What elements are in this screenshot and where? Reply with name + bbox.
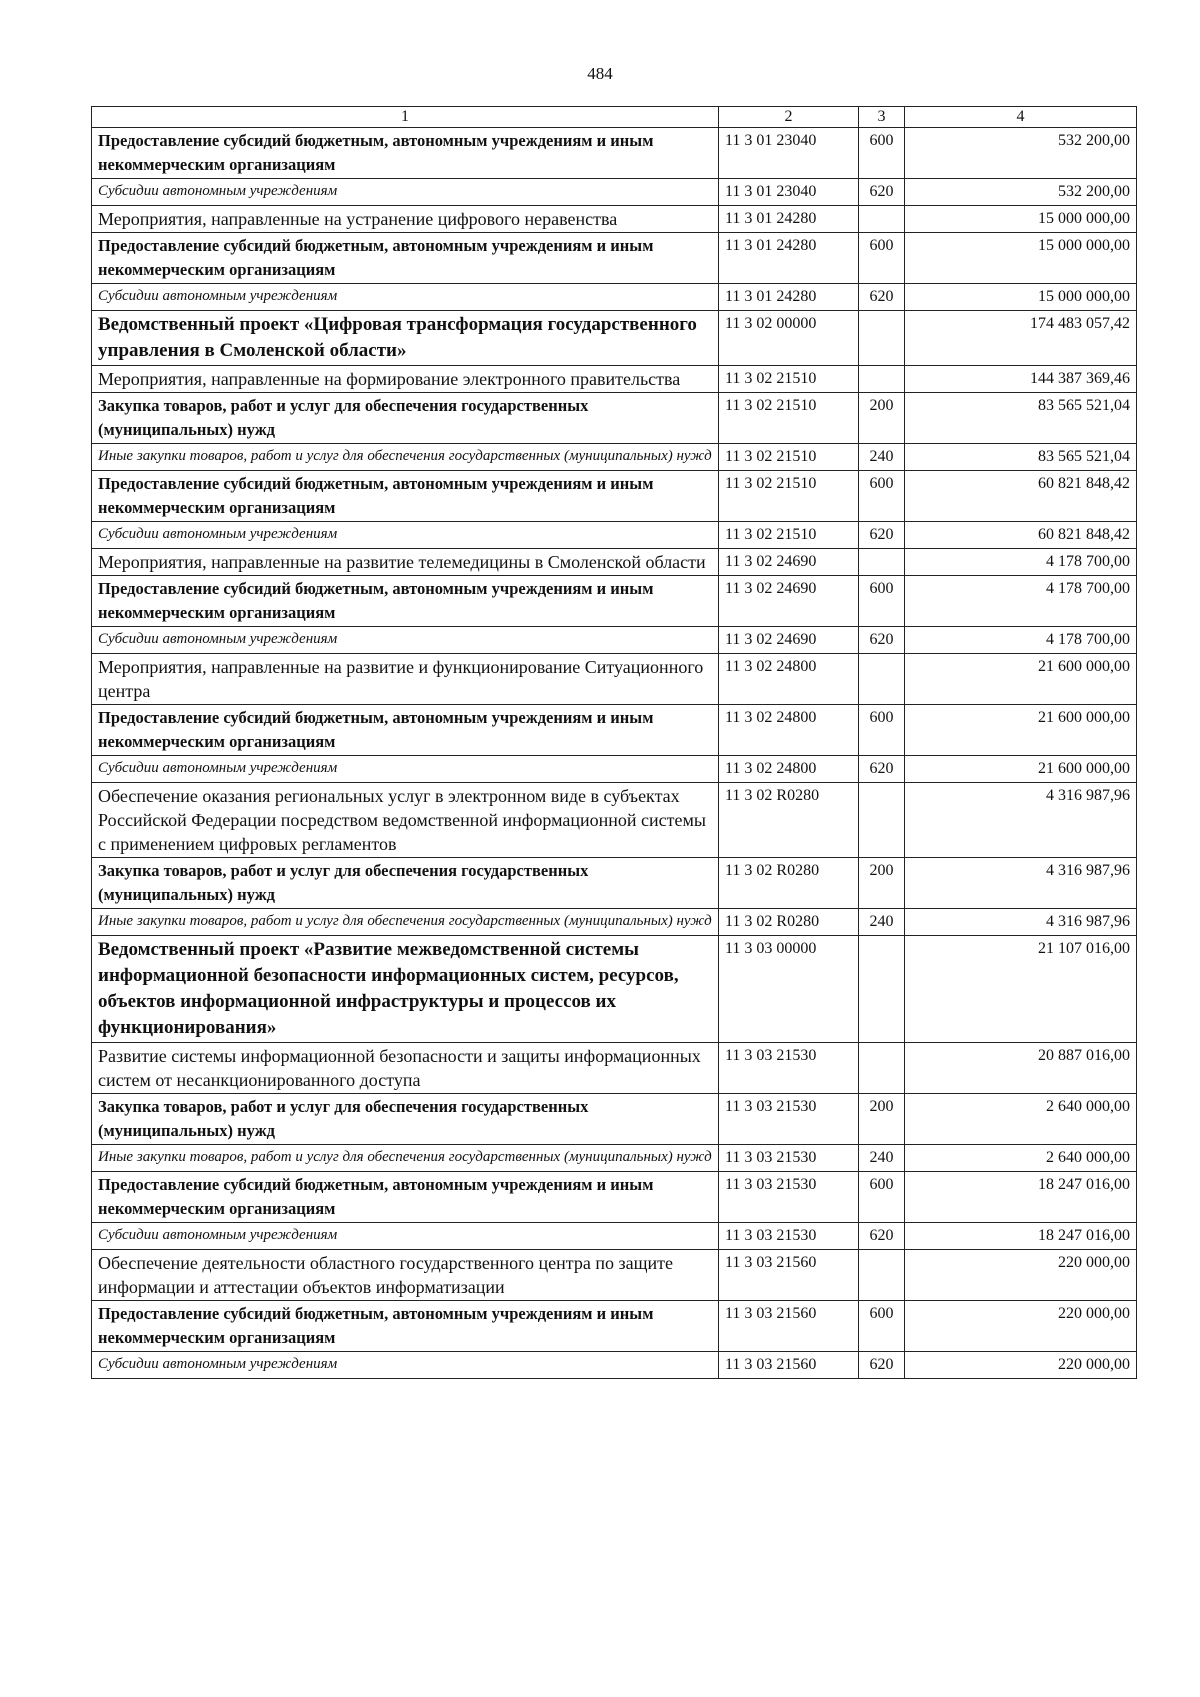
row-amount: 220 000,00 bbox=[905, 1301, 1137, 1352]
row-expense-type: 620 bbox=[859, 284, 905, 311]
row-amount: 15 000 000,00 bbox=[905, 233, 1137, 284]
row-code: 11 3 02 21510 bbox=[719, 444, 859, 471]
row-amount: 18 247 016,00 bbox=[905, 1172, 1137, 1223]
row-expense-type: 600 bbox=[859, 1301, 905, 1352]
row-expense-type: 600 bbox=[859, 705, 905, 756]
row-name: Иные закупки товаров, работ и услуг для обеспечения государственных (муниципальных) нужд bbox=[92, 1145, 719, 1172]
row-name: Предоставление субсидий бюджетным, автономным учреждениям и иным некоммерческим организациям bbox=[92, 1172, 719, 1223]
row-expense-type: 620 bbox=[859, 1352, 905, 1379]
row-name: Субсидии автономным учреждениям bbox=[92, 1223, 719, 1250]
row-amount: 4 316 987,96 bbox=[905, 858, 1137, 909]
row-name: Субсидии автономным учреждениям bbox=[92, 522, 719, 549]
row-name: Ведомственный проект «Цифровая трансформация государственного управления в Смоленской области» bbox=[92, 311, 719, 366]
row-expense-type: 600 bbox=[859, 576, 905, 627]
row-name: Предоставление субсидий бюджетным, автономным учреждениям и иным некоммерческим организациям bbox=[92, 1301, 719, 1352]
row-code: 11 3 03 21560 bbox=[719, 1352, 859, 1379]
header-col-3: 3 bbox=[859, 107, 905, 128]
row-amount: 83 565 521,04 bbox=[905, 393, 1137, 444]
row-expense-type: 600 bbox=[859, 128, 905, 179]
table-row bbox=[92, 444, 1137, 471]
row-expense-type: 240 bbox=[859, 1145, 905, 1172]
row-code: 11 3 02 24690 bbox=[719, 627, 859, 654]
row-expense-type: 620 bbox=[859, 627, 905, 654]
row-expense-type bbox=[859, 1250, 905, 1301]
table-row bbox=[92, 284, 1137, 311]
row-name: Иные закупки товаров, работ и услуг для обеспечения государственных (муниципальных) нужд bbox=[92, 444, 719, 471]
row-amount: 144 387 369,46 bbox=[905, 366, 1137, 393]
table-row bbox=[92, 627, 1137, 654]
row-code: 11 3 02 00000 bbox=[719, 311, 859, 366]
row-name: Предоставление субсидий бюджетным, автономным учреждениям и иным некоммерческим организациям bbox=[92, 705, 719, 756]
header-row bbox=[92, 107, 1137, 128]
row-amount: 15 000 000,00 bbox=[905, 284, 1137, 311]
row-code: 11 3 02 24800 bbox=[719, 756, 859, 783]
row-amount: 4 178 700,00 bbox=[905, 576, 1137, 627]
row-name: Закупка товаров, работ и услуг для обеспечения государственных (муниципальных) нужд bbox=[92, 858, 719, 909]
table-row bbox=[92, 549, 1137, 576]
row-name: Мероприятия, направленные на развитие телемедицины в Смоленской области bbox=[92, 549, 719, 576]
table-row bbox=[92, 1352, 1137, 1379]
table-row bbox=[92, 471, 1137, 522]
row-name: Предоставление субсидий бюджетным, автономным учреждениям и иным некоммерческим организациям bbox=[92, 233, 719, 284]
row-amount: 532 200,00 bbox=[905, 179, 1137, 206]
header-col-2: 2 bbox=[719, 107, 859, 128]
table-row bbox=[92, 1094, 1137, 1145]
row-code: 11 3 03 21560 bbox=[719, 1301, 859, 1352]
table-row bbox=[92, 783, 1137, 858]
row-name: Мероприятия, направленные на развитие и функционирование Ситуационного центра bbox=[92, 654, 719, 705]
row-code: 11 3 01 24280 bbox=[719, 284, 859, 311]
row-amount: 2 640 000,00 bbox=[905, 1094, 1137, 1145]
row-name: Обеспечение оказания региональных услуг в электронном виде в субъектах Российской Федерации посредством ведомственной информационной системы с применением цифровых регламентов bbox=[92, 783, 719, 858]
table-row bbox=[92, 1043, 1137, 1094]
row-expense-type: 240 bbox=[859, 444, 905, 471]
table-row bbox=[92, 179, 1137, 206]
row-expense-type: 200 bbox=[859, 393, 905, 444]
table-row bbox=[92, 206, 1137, 233]
row-code: 11 3 03 21560 bbox=[719, 1250, 859, 1301]
row-amount: 83 565 521,04 bbox=[905, 444, 1137, 471]
table-header bbox=[92, 107, 1137, 128]
row-code: 11 3 03 21530 bbox=[719, 1145, 859, 1172]
row-expense-type: 600 bbox=[859, 1172, 905, 1223]
table-row bbox=[92, 936, 1137, 1043]
row-expense-type: 600 bbox=[859, 471, 905, 522]
row-code: 11 3 02 24800 bbox=[719, 705, 859, 756]
table-row bbox=[92, 858, 1137, 909]
table-row bbox=[92, 522, 1137, 549]
row-expense-type: 620 bbox=[859, 179, 905, 206]
table-row bbox=[92, 705, 1137, 756]
table-row bbox=[92, 1145, 1137, 1172]
row-code: 11 3 02 R0280 bbox=[719, 783, 859, 858]
row-name: Субсидии автономным учреждениям bbox=[92, 1352, 719, 1379]
header-col-1: 1 bbox=[92, 107, 719, 128]
row-code: 11 3 02 21510 bbox=[719, 471, 859, 522]
table-row bbox=[92, 311, 1137, 366]
row-code: 11 3 02 21510 bbox=[719, 393, 859, 444]
row-expense-type: 620 bbox=[859, 522, 905, 549]
table-row bbox=[92, 1223, 1137, 1250]
row-expense-type bbox=[859, 549, 905, 576]
table-row bbox=[92, 1250, 1137, 1301]
table-row bbox=[92, 366, 1137, 393]
row-amount: 2 640 000,00 bbox=[905, 1145, 1137, 1172]
row-code: 11 3 02 24690 bbox=[719, 549, 859, 576]
table-row bbox=[92, 393, 1137, 444]
row-name: Субсидии автономным учреждениям bbox=[92, 179, 719, 206]
table-row bbox=[92, 654, 1137, 705]
row-expense-type: 200 bbox=[859, 858, 905, 909]
table-row bbox=[92, 576, 1137, 627]
row-amount: 20 887 016,00 bbox=[905, 1043, 1137, 1094]
row-code: 11 3 02 24800 bbox=[719, 654, 859, 705]
row-expense-type bbox=[859, 654, 905, 705]
row-amount: 60 821 848,42 bbox=[905, 522, 1137, 549]
row-amount: 21 107 016,00 bbox=[905, 936, 1137, 1043]
table-row bbox=[92, 909, 1137, 936]
row-name: Закупка товаров, работ и услуг для обеспечения государственных (муниципальных) нужд bbox=[92, 1094, 719, 1145]
row-name: Предоставление субсидий бюджетным, автономным учреждениям и иным некоммерческим организациям bbox=[92, 471, 719, 522]
row-code: 11 3 03 21530 bbox=[719, 1043, 859, 1094]
row-code: 11 3 02 21510 bbox=[719, 366, 859, 393]
row-code: 11 3 03 21530 bbox=[719, 1094, 859, 1145]
table-row bbox=[92, 756, 1137, 783]
row-amount: 21 600 000,00 bbox=[905, 705, 1137, 756]
row-name: Развитие системы информационной безопасности и защиты информационных систем от несанкционированного доступа bbox=[92, 1043, 719, 1094]
row-name: Субсидии автономным учреждениям bbox=[92, 627, 719, 654]
table-row bbox=[92, 233, 1137, 284]
row-name: Обеспечение деятельности областного государственного центра по защите информации и аттестации объектов информатизации bbox=[92, 1250, 719, 1301]
row-amount: 4 178 700,00 bbox=[905, 627, 1137, 654]
row-expense-type: 620 bbox=[859, 1223, 905, 1250]
row-code: 11 3 03 00000 bbox=[719, 936, 859, 1043]
row-code: 11 3 03 21530 bbox=[719, 1223, 859, 1250]
budget-table bbox=[91, 106, 1137, 1379]
row-name: Мероприятия, направленные на формирование электронного правительства bbox=[92, 366, 719, 393]
row-code: 11 3 01 24280 bbox=[719, 233, 859, 284]
row-amount: 532 200,00 bbox=[905, 128, 1137, 179]
row-code: 11 3 01 23040 bbox=[719, 128, 859, 179]
row-name: Иные закупки товаров, работ и услуг для обеспечения государственных (муниципальных) нужд bbox=[92, 909, 719, 936]
row-expense-type bbox=[859, 936, 905, 1043]
row-amount: 174 483 057,42 bbox=[905, 311, 1137, 366]
header-col-4: 4 bbox=[905, 107, 1137, 128]
page-number: 484 bbox=[587, 64, 613, 83]
row-code: 11 3 02 R0280 bbox=[719, 909, 859, 936]
table-body bbox=[92, 128, 1137, 1379]
row-expense-type: 240 bbox=[859, 909, 905, 936]
row-code: 11 3 01 24280 bbox=[719, 206, 859, 233]
table-row bbox=[92, 1172, 1137, 1223]
row-amount: 21 600 000,00 bbox=[905, 756, 1137, 783]
table-row bbox=[92, 1301, 1137, 1352]
row-amount: 220 000,00 bbox=[905, 1250, 1137, 1301]
row-code: 11 3 02 R0280 bbox=[719, 858, 859, 909]
row-name: Мероприятия, направленные на устранение цифрового неравенства bbox=[92, 206, 719, 233]
row-amount: 220 000,00 bbox=[905, 1352, 1137, 1379]
row-name: Субсидии автономным учреждениям bbox=[92, 756, 719, 783]
row-amount: 21 600 000,00 bbox=[905, 654, 1137, 705]
row-code: 11 3 03 21530 bbox=[719, 1172, 859, 1223]
row-expense-type bbox=[859, 311, 905, 366]
row-expense-type bbox=[859, 366, 905, 393]
row-expense-type: 620 bbox=[859, 756, 905, 783]
row-name: Закупка товаров, работ и услуг для обеспечения государственных (муниципальных) нужд bbox=[92, 393, 719, 444]
row-name: Предоставление субсидий бюджетным, автономным учреждениям и иным некоммерческим организациям bbox=[92, 128, 719, 179]
row-name: Ведомственный проект «Развитие межведомственной системы информационной безопасности информационных систем, ресурсов, объектов информационной инфраструктуры и процессов их функционирования» bbox=[92, 936, 719, 1043]
row-name: Предоставление субсидий бюджетным, автономным учреждениям и иным некоммерческим организациям bbox=[92, 576, 719, 627]
row-amount: 4 316 987,96 bbox=[905, 909, 1137, 936]
row-expense-type: 600 bbox=[859, 233, 905, 284]
row-amount: 4 316 987,96 bbox=[905, 783, 1137, 858]
row-code: 11 3 02 21510 bbox=[719, 522, 859, 549]
row-amount: 18 247 016,00 bbox=[905, 1223, 1137, 1250]
row-amount: 15 000 000,00 bbox=[905, 206, 1137, 233]
row-expense-type bbox=[859, 1043, 905, 1094]
row-code: 11 3 01 23040 bbox=[719, 179, 859, 206]
row-expense-type bbox=[859, 783, 905, 858]
row-name: Субсидии автономным учреждениям bbox=[92, 284, 719, 311]
row-expense-type bbox=[859, 206, 905, 233]
row-code: 11 3 02 24690 bbox=[719, 576, 859, 627]
row-expense-type: 200 bbox=[859, 1094, 905, 1145]
row-amount: 4 178 700,00 bbox=[905, 549, 1137, 576]
row-amount: 60 821 848,42 bbox=[905, 471, 1137, 522]
table-row bbox=[92, 128, 1137, 179]
